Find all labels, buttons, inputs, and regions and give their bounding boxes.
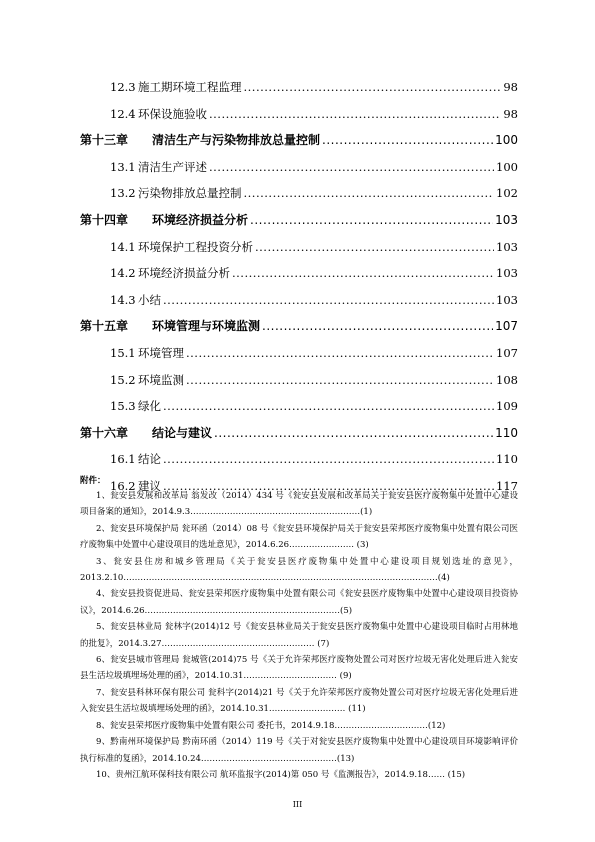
toc-leader bbox=[163, 287, 494, 314]
toc-number: 14.3 bbox=[110, 292, 136, 307]
toc-number: 13.2 bbox=[110, 186, 136, 201]
toc-leader bbox=[244, 180, 495, 207]
attachment-leader: ………………….. (3) bbox=[289, 540, 369, 551]
toc-leader bbox=[255, 234, 494, 261]
attachments-list bbox=[80, 474, 518, 783]
toc-page: 100 bbox=[495, 133, 518, 148]
attachment-item bbox=[80, 718, 518, 734]
toc-page: 103 bbox=[496, 266, 518, 281]
toc-page: 103 bbox=[496, 239, 518, 254]
toc-title: 施工期环境工程监理 bbox=[138, 80, 242, 94]
attachment-leader: ……………………………(12) bbox=[334, 720, 446, 731]
toc-leader bbox=[322, 127, 493, 154]
toc-title: 小结 bbox=[138, 292, 161, 307]
toc-leader bbox=[244, 74, 502, 101]
toc-number: 第十五章 bbox=[80, 319, 129, 334]
attachment-leader: …………………………………………(13) bbox=[200, 753, 355, 764]
attachment-item bbox=[80, 619, 518, 652]
toc-leader bbox=[262, 313, 493, 340]
toc-entry-14-3[interactable] bbox=[80, 287, 518, 314]
toc-number: 15.3 bbox=[110, 399, 136, 414]
attachment-text: 9、黔南州环境保护局 黔南环函（2014）119 号《关于对瓮安县医疗废物集中处置中心建设项目环境影响评价执行标准的复函》，2014.10.24 bbox=[80, 737, 518, 764]
toc-page: 107 bbox=[495, 319, 518, 334]
attachment-item bbox=[80, 586, 518, 619]
attachment-item bbox=[80, 685, 518, 718]
toc-number: 第十六章 bbox=[80, 425, 129, 440]
toc-entry-16-1[interactable] bbox=[80, 446, 518, 473]
toc-page: 100 bbox=[496, 159, 518, 174]
toc-entry-14-2[interactable] bbox=[80, 260, 518, 287]
toc-title: 清洁生产评述 bbox=[138, 159, 207, 174]
attachments-heading: 附件： bbox=[80, 476, 106, 486]
toc-entry-12-4[interactable] bbox=[80, 101, 518, 128]
toc-entry-13-2[interactable] bbox=[80, 180, 518, 207]
attachment-leader: ……………………………………………… (7) bbox=[161, 638, 330, 649]
attachment-item bbox=[80, 554, 518, 587]
attachment-leader: …………………………………………………………………………………………………(4) bbox=[123, 573, 450, 584]
attachment-leader: ……………………… (11) bbox=[268, 704, 366, 715]
toc-page: 102 bbox=[496, 186, 518, 201]
toc-title: 建议 bbox=[138, 478, 161, 493]
toc-title: 环境管理 bbox=[138, 345, 184, 360]
attachment-text: 2、瓮安县环境保护局 瓮环函（2014）08 号《瓮安县环境保护局关于瓮安县荣邦医疗废物集中处置有限公司医疗废物集中处置中心建设项目的选址意见》，2014.6.26 bbox=[80, 523, 518, 551]
toc-chapter-13[interactable] bbox=[80, 127, 518, 154]
toc-leader bbox=[186, 340, 494, 367]
toc-chapter-16[interactable] bbox=[80, 420, 518, 447]
toc-title: 环境保护工程投资分析 bbox=[138, 239, 253, 254]
toc-entry-13-1[interactable] bbox=[80, 154, 518, 181]
toc-page: 98 bbox=[503, 106, 518, 121]
toc-number: 15.2 bbox=[110, 372, 136, 387]
attachment-item bbox=[80, 652, 518, 685]
toc-number: 15.1 bbox=[110, 345, 136, 360]
toc-leader bbox=[232, 260, 494, 287]
toc-page: 110 bbox=[496, 452, 518, 467]
toc-entry-15-2[interactable] bbox=[80, 367, 518, 394]
toc-title: 环保设施验收 bbox=[138, 106, 207, 121]
toc-title: 环境经济损益分析 bbox=[152, 212, 249, 227]
toc-page: 117 bbox=[496, 478, 518, 493]
attachment-leader: ……………………………………………………………(5) bbox=[144, 605, 353, 616]
toc-chapter-15[interactable] bbox=[80, 313, 518, 340]
attachment-text: 1、瓮安县发展和改革局 翁发改（2014）434 号《瓮安县发展和改革局关于瓮安县医疗废物集中处置中心建设项目备案的通知》，2014.9.3 bbox=[80, 491, 518, 518]
attachment-text: 5、瓮安县林业局 瓮林字(2014)12 号《瓮安县林业局关于瓮安县医疗废物集中处置中心建设项目临时占用林地的批复》，2014.3.27 bbox=[80, 622, 518, 649]
toc-title: 环境监测 bbox=[138, 372, 184, 387]
toc-number: 13.1 bbox=[110, 159, 136, 174]
attachment-leader: …………………………… (9) bbox=[243, 671, 352, 682]
attachment-item bbox=[80, 767, 518, 783]
toc-page: 110 bbox=[495, 425, 518, 440]
toc-leader bbox=[163, 446, 494, 473]
attachment-item bbox=[80, 521, 518, 554]
toc-title: 绿化 bbox=[138, 399, 161, 414]
toc-number: 第十四章 bbox=[80, 212, 129, 227]
attachment-leader: …… (15) bbox=[427, 769, 466, 780]
attachment-text: 10、贵州江航环保科技有限公司 航环监报字(2014)第 050 号《监测报告》，2014.9.18 bbox=[96, 769, 428, 780]
attachment-text: 7、瓮安县科林环保有限公司 瓮科字(2014)21 号《关于允许荣邦医疗废物处置公司对医疗垃圾无害化处理后进入瓮安县生活垃圾填埋场处理的函》，2014.10.31 bbox=[80, 687, 518, 715]
toc-number: 14.1 bbox=[110, 239, 136, 254]
toc-title: 结论与建议 bbox=[152, 425, 213, 440]
toc-leader bbox=[209, 154, 494, 181]
toc-title: 环境管理与环境监测 bbox=[152, 319, 261, 334]
attachment-item bbox=[80, 734, 518, 767]
toc-page: 108 bbox=[496, 372, 518, 387]
attachment-text: 3、瓮安县住房和城乡管理局《关于瓮安县医疗废物集中处置中心建设项目规划选址的意见》，2013.2.10 bbox=[80, 556, 518, 584]
toc-title: 结论 bbox=[138, 452, 161, 467]
page-number: III bbox=[292, 800, 303, 809]
toc-page: 98 bbox=[503, 80, 518, 94]
toc-number: 14.2 bbox=[110, 266, 136, 281]
attachment-item bbox=[80, 488, 518, 521]
toc-leader bbox=[163, 393, 494, 420]
toc-title: 污染物排放总量控制 bbox=[138, 186, 242, 201]
toc-number: 12.3 bbox=[110, 80, 136, 94]
toc-page: 103 bbox=[495, 212, 518, 227]
attachment-text: 4、瓮安县投资促进局、瓮安县荣邦医疗废物集中处置有限公司《瓮安县医疗废物集中处置中心建设项目投资协议》，2014.6.26 bbox=[80, 589, 518, 616]
attachment-leader: ……………………………………………………(1) bbox=[190, 507, 373, 518]
toc-number: 16.2 bbox=[110, 478, 136, 493]
toc-page: 107 bbox=[496, 345, 518, 360]
attachment-text: 8、瓮安县荣邦医疗废物集中处置有限公司 委托书，2014.9.18 bbox=[96, 720, 335, 731]
toc-page: 103 bbox=[496, 292, 518, 307]
toc-title: 环境经济损益分析 bbox=[138, 266, 230, 281]
toc-entry-15-1[interactable] bbox=[80, 340, 518, 367]
toc-leader bbox=[250, 207, 493, 234]
toc-number: 12.4 bbox=[110, 106, 136, 121]
toc-chapter-14[interactable] bbox=[80, 207, 518, 234]
toc-leader bbox=[209, 101, 501, 128]
toc-leader bbox=[186, 367, 494, 394]
toc-page: 109 bbox=[496, 399, 518, 414]
toc-title: 清洁生产与污染物排放总量控制 bbox=[152, 133, 321, 148]
toc-number: 16.1 bbox=[110, 452, 136, 467]
toc-entry-15-3[interactable] bbox=[80, 393, 518, 420]
toc-leader bbox=[214, 420, 493, 447]
table-of-contents bbox=[80, 74, 518, 500]
toc-entry-14-1[interactable] bbox=[80, 234, 518, 261]
attachment-text: 6、瓮安县城市管理局 瓮城管(2014)75 号《关于允许荣邦医疗废物处置公司对医疗垃圾无害化处理后进入瓮安县生活垃圾填埋场处理的函》，2014.10.31 bbox=[80, 655, 518, 682]
toc-entry-12-3[interactable] bbox=[80, 74, 518, 101]
toc-number: 第十三章 bbox=[80, 133, 129, 148]
